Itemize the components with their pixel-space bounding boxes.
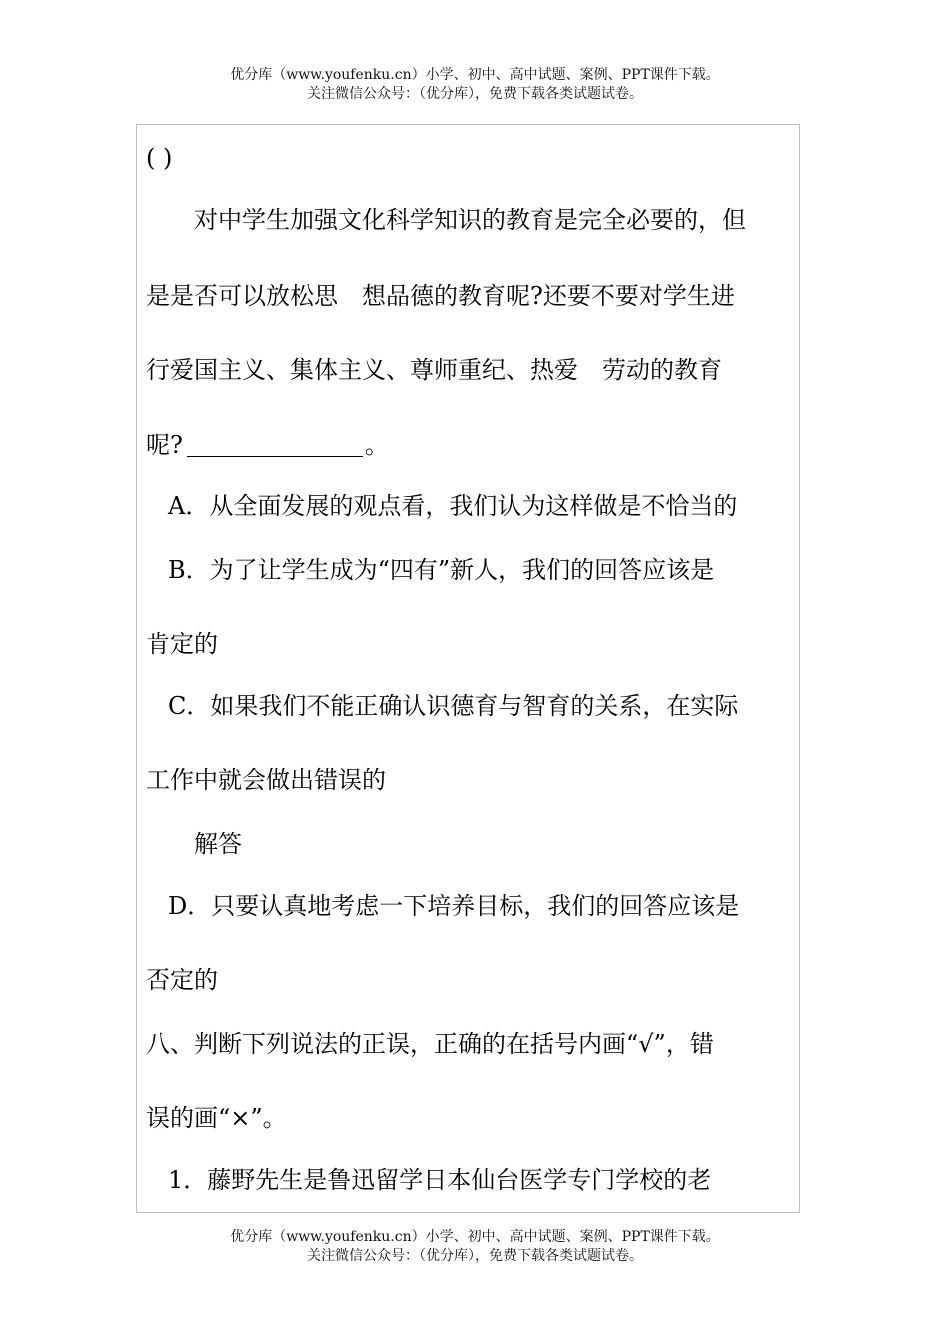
- header-line-2: 关注微信公众号：（优分库），免费下载各类试题试卷。: [307, 86, 643, 102]
- option-a: A．从全面发展的观点看，我们认为这样做是不恰当的: [168, 492, 738, 520]
- item-1: 1．藤野先生是鲁迅留学日本仙台医学专门学校的老: [168, 1166, 712, 1194]
- section-8-line-2: 误的画“×”。: [146, 1104, 287, 1132]
- question-line-4: [146, 428, 389, 461]
- section-8-line-1: 八、判断下列说法的正误，正确的在括号内画“√”，错: [146, 1030, 714, 1058]
- option-d-line-1: D．只要认真地考虑一下培养目标，我们的回答应该是: [168, 892, 740, 920]
- page-header: [0, 66, 950, 104]
- option-c-line-2: 工作中就会做出错误的: [146, 766, 386, 794]
- option-b-line-2: 肯定的: [146, 630, 218, 658]
- option-c-line-1: C．如果我们不能正确认识德育与智育的关系，在实际: [168, 692, 739, 720]
- answer-blank: [187, 432, 363, 457]
- answer-bracket: ( ): [146, 144, 173, 172]
- option-d-line-2: 否定的: [146, 966, 218, 994]
- question-line-4-suffix: 。: [364, 431, 389, 459]
- answer-label: 解答: [194, 830, 242, 858]
- question-line-4-prefix: 呢?: [146, 431, 183, 459]
- question-line-1: 对中学生加强文化科学知识的教育是完全必要的，但: [194, 206, 746, 234]
- footer-line-1: 优分库（www.youfenku.cn）小学、初中、高中试题、案例、PPT课件下载。: [230, 1229, 720, 1245]
- page-footer: [0, 1228, 950, 1266]
- footer-line-2: 关注微信公众号：（优分库），免费下载各类试题试卷。: [307, 1248, 643, 1264]
- header-line-1: 优分库（www.youfenku.cn）小学、初中、高中试题、案例、PPT课件下载。: [230, 67, 720, 83]
- option-b-line-1: B．为了让学生成为“四有”新人，我们的回答应该是: [168, 556, 715, 584]
- question-line-2: 是是否可以放松思 想品德的教育呢?还要不要对学生进: [146, 282, 735, 310]
- question-line-3: 行爱国主义、集体主义、尊师重纪、热爱 劳动的教育: [146, 356, 722, 384]
